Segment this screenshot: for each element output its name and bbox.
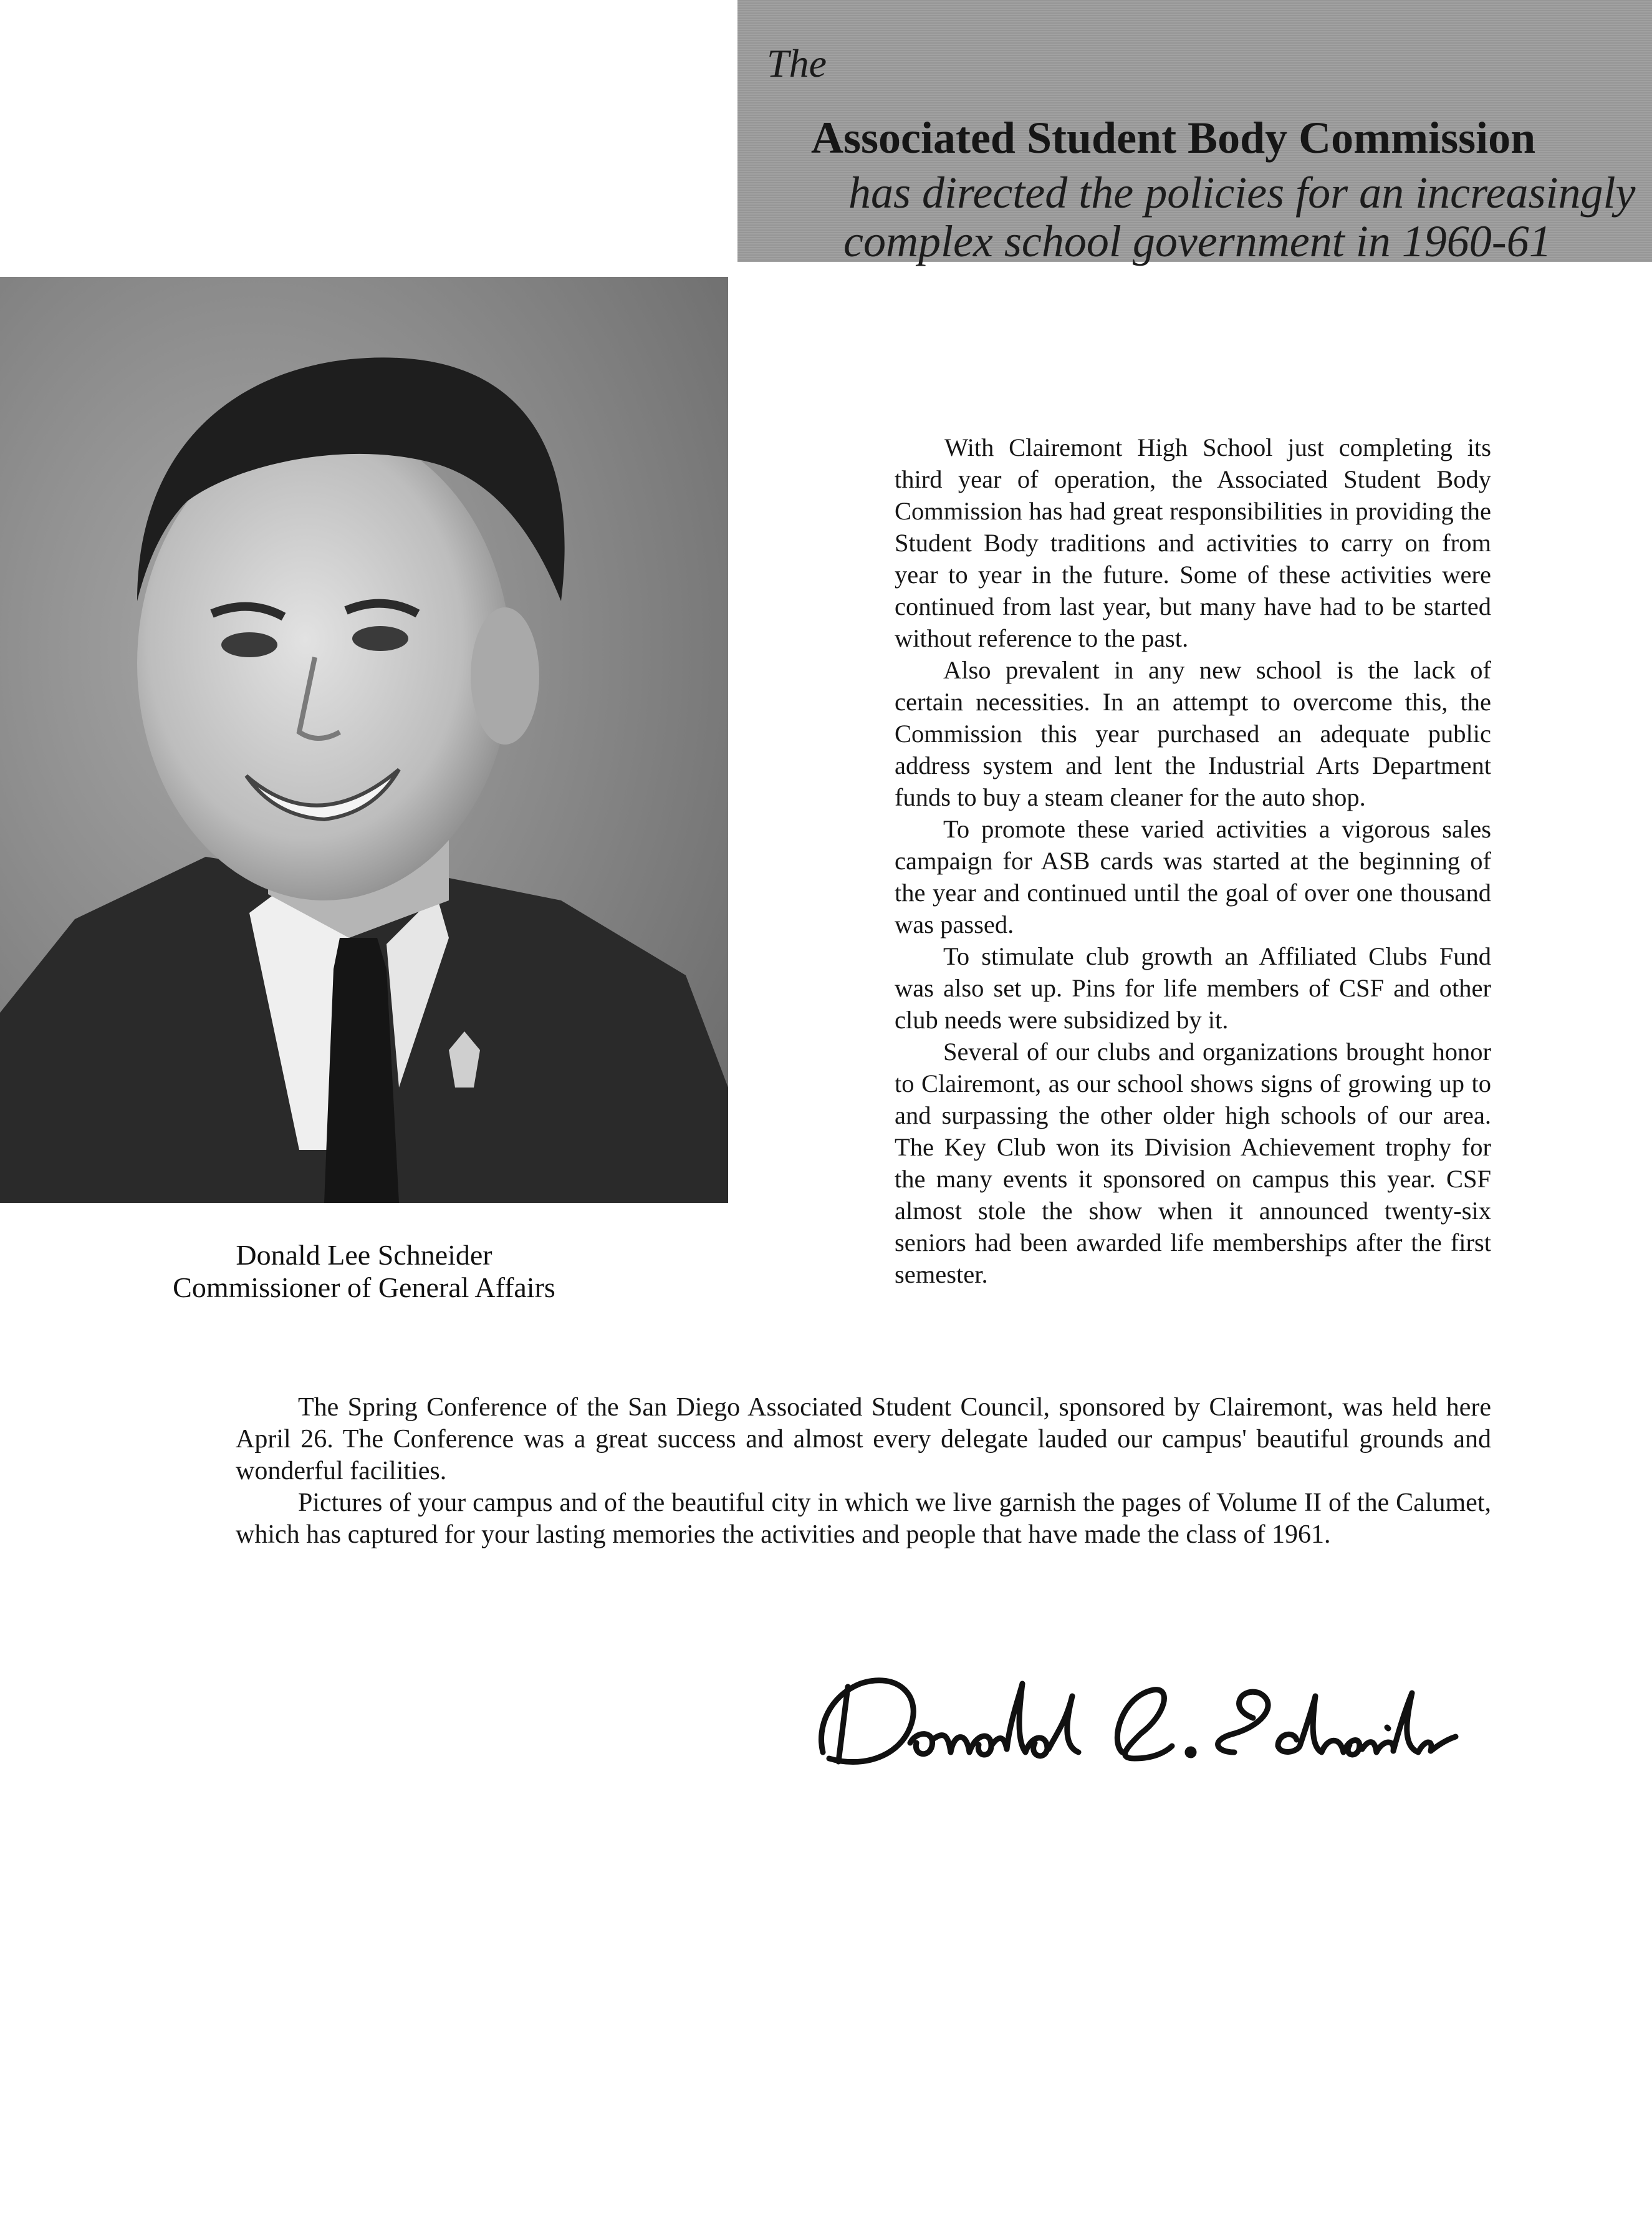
portrait-caption-name: Donald Lee Schneider — [236, 1239, 492, 1271]
signature — [804, 1659, 1459, 1783]
page-subtitle-line2: complex school government in 1960-61 — [843, 216, 1552, 266]
portrait-caption-role: Commissioner of General Affairs — [173, 1271, 555, 1303]
header-the: The — [767, 41, 827, 85]
header-banner — [737, 0, 1652, 266]
portrait-photo — [0, 277, 728, 1203]
body-column — [895, 432, 1491, 1290]
paragraph: With Clairemont High School just completing its third year of operation, the Associated Student Body Commission has had great responsibilities in providing the Student Body traditions and activities to carry on from year to year in the future. Some of these activities were continued from last year, but many have had to be started without reference to the past. — [895, 433, 1491, 652]
portrait-image — [0, 277, 728, 1203]
paragraph: To promote these varied activities a vigorous sales campaign for ASB cards was started at the beginning of the year and continued until the goal of over one thousand was passed. — [895, 815, 1491, 938]
page-subtitle-line1: has directed the policies for an increasingly — [848, 168, 1636, 218]
paragraph: Pictures of your campus and of the beautiful city in which we live garnish the pages of Volume II of the Calumet, which has captured for your lasting memories the activities and people that have made the class of 1961. — [236, 1488, 1491, 1549]
paragraph: To stimulate club growth an Affiliated Clubs Fund was also set up. Pins for life members of CSF and other club needs were subsidized by it. — [895, 942, 1491, 1034]
paragraph: The Spring Conference of the San Diego Associated Student Council, sponsored by Clairemont, was held here April 26. The Conference was a great success and almost every delegate lauded our campus' beautiful grounds and wonderful facilities. — [236, 1393, 1491, 1485]
page-title: Associated Student Body Commission — [811, 113, 1536, 163]
paragraph: Several of our clubs and organizations brought honor to Clairemont, as our school shows signs of growing up to and surpassing the other older high schools of our area. The Key Club won its Division Achievement trophy for the many events it sponsored on campus this year. CSF almost stole the show when it announced twenty-six seniors had been awarded life memberships after the first semester. — [895, 1038, 1491, 1288]
signature-image — [804, 1659, 1459, 1783]
paragraph: Also prevalent in any new school is the lack of certain necessities. In an attempt to overcome this, the Commission this year purchased an adequate public address system and lent the Industrial Arts Department funds to buy a steam cleaner for the auto shop. — [895, 656, 1491, 811]
body-wide — [236, 1392, 1491, 1551]
